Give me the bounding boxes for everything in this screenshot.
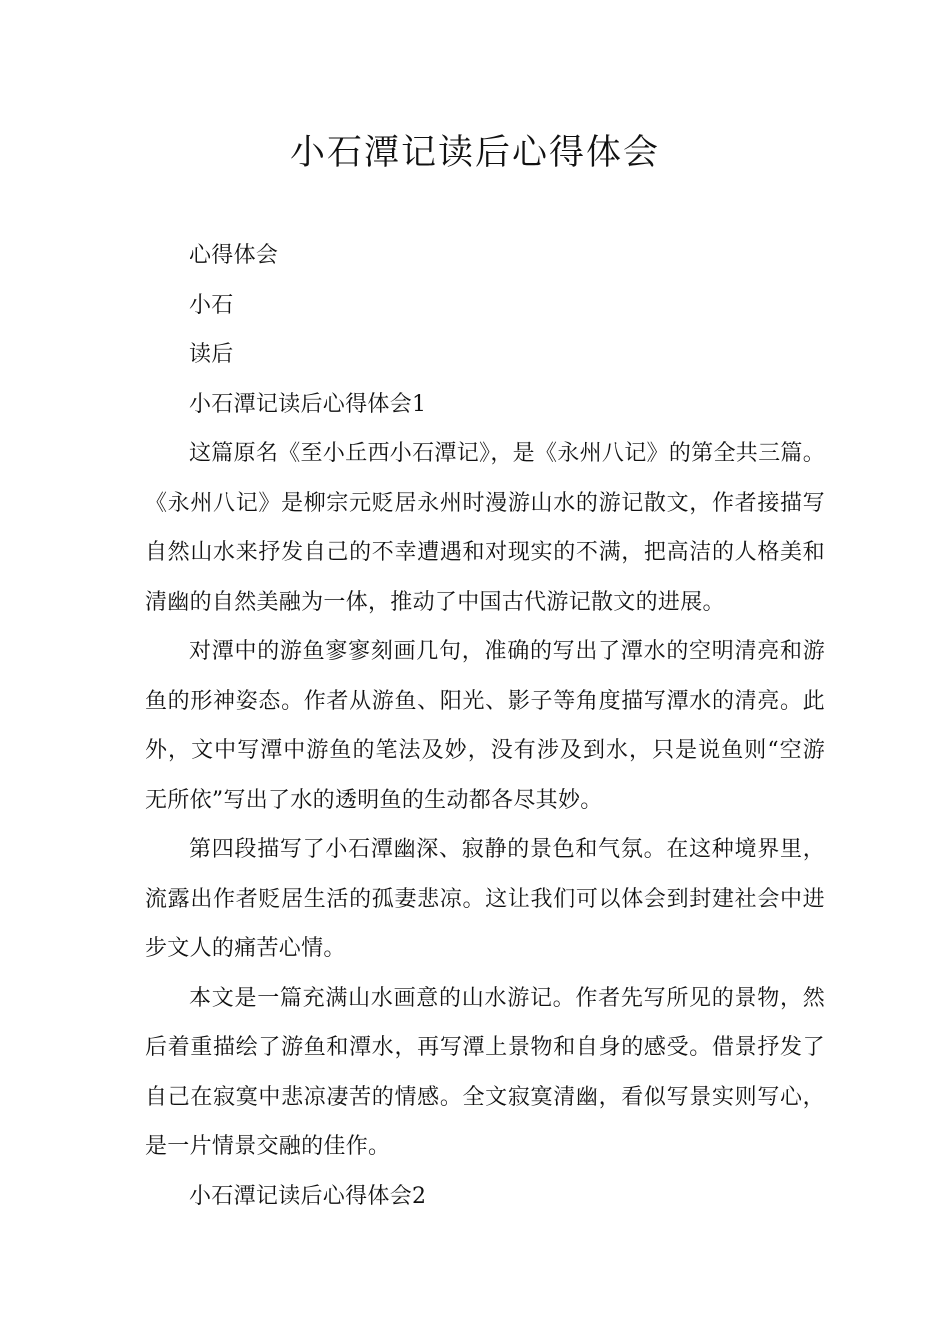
section-heading: 小石潭记读后心得体会1	[189, 391, 427, 417]
body-paragraph: 对潭中的游鱼寥寥刻画几句，准确的写出了潭水的空明清亮和游鱼的形神姿态。作者从游鱼、阳光、影子等角度描写潭水的清亮。此外，文中写潭中游鱼的笔法及妙，没有涉及到水，只是说鱼则“空游无所依”写出了水的透明鱼的生动都各尽其妙。	[145, 639, 825, 813]
body-paragraph: 第四段描写了小石潭幽深、寂静的景色和气氛。在这种境界里，流露出作者贬居生活的孤妻悲凉。这让我们可以体会到封建社会中进步文人的痛苦心情。	[145, 837, 825, 961]
keyword-line: 读后	[189, 342, 234, 367]
body-paragraph: 本文是一篇充满山水画意的山水游记。作者先写所见的景物，然后着重描绘了游鱼和潭水，再写潭上景物和自身的感受。借景抒发了自己在寂寞中悲凉凄苦的情感。全文寂寞清幽，看似写景实则写心，是一片情景交融的佳作。	[145, 985, 825, 1159]
document-title: 小石潭记读后心得体会	[289, 133, 660, 173]
keyword-line: 小石	[189, 292, 234, 318]
section-heading: 小石潭记读后心得体会2	[189, 1183, 427, 1209]
keyword-line: 心得体会	[189, 243, 279, 268]
document-body	[145, 231, 825, 1221]
body-paragraph: 这篇原名《至小丘西小石潭记》，是《永州八记》的第全共三篇。《永州八记》是柳宗元贬居永州时漫游山水的游记散文，作者接描写自然山水来抒发自己的不幸遭遇和对现实的不满，把高洁的人格美和清幽的自然美融为一体，推动了中国古代游记散文的进展。	[145, 441, 825, 615]
